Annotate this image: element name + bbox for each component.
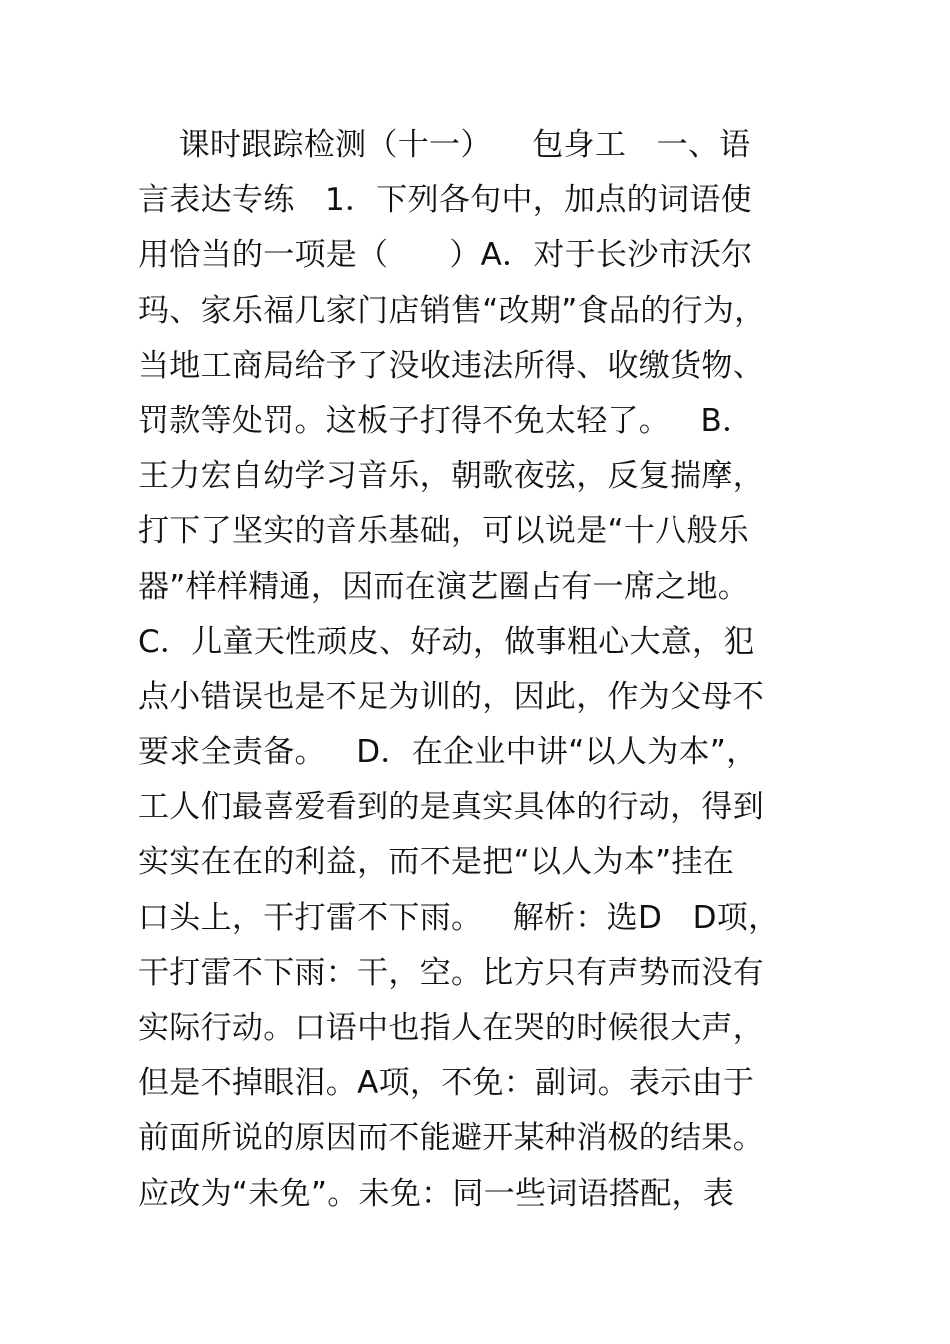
text-line-8: 打下了坚实的音乐基础，可以说是“十八般乐 (138, 513, 750, 550)
text-line-6: 罚款等处罚。这板子打得不免太轻了。 B． (138, 402, 754, 439)
text-line-17: 实际行动。口语中也指人在哭的时候很大声， (138, 1010, 764, 1046)
text-line-7: 王力宏自幼学习音乐，朝歌夜弦，反复揣摩， (138, 458, 764, 495)
text-line-18: 但是不掉眼泪。A项，不免：副词。表示由于 (138, 1065, 755, 1102)
text-line-9: 器”样样精通，因而在演艺圈占有一席之地。 (138, 568, 750, 605)
text-line-14: 实实在在的利益，而不是把“以人为本”挂在 (138, 844, 735, 881)
text-line-20: 应改为“未免”。未免：同一些词语搭配，表 (138, 1175, 735, 1212)
text-line-4: 玛、家乐福几家门店销售“改期”食品的行为， (138, 292, 766, 329)
body-text (138, 118, 838, 1222)
text-line-16: 干打雷不下雨：干，空。比方只有声势而没有 (138, 954, 764, 991)
text-line-10: C．儿童天性顽皮、好动，做事粗心大意，犯 (138, 623, 755, 660)
text-line-15: 口头上，干打雷不下雨。 解析：选D D项， (138, 899, 780, 936)
text-line-11: 点小错误也是不足为训的，因此，作为父母不 (138, 678, 764, 715)
text-line-5: 当地工商局给予了没收违法所得、收缴货物、 (138, 347, 764, 384)
text-line-19: 前面所说的原因而不能避开某种消极的结果。 (138, 1120, 764, 1157)
text-line-2: 言表达专练 1．下列各句中，加点的词语使 (138, 182, 752, 219)
text-line-13: 工人们最喜爱看到的是真实具体的行动，得到 (138, 789, 764, 826)
text-line-1: 课时跟踪检测（十一） 包身工 一、语 (138, 127, 751, 163)
text-line-12: 要求全责备。 D．在企业中讲“以人为本”， (138, 734, 758, 771)
text-line-3: 用恰当的一项是（ ）A．对于长沙市沃尔 (138, 237, 753, 274)
